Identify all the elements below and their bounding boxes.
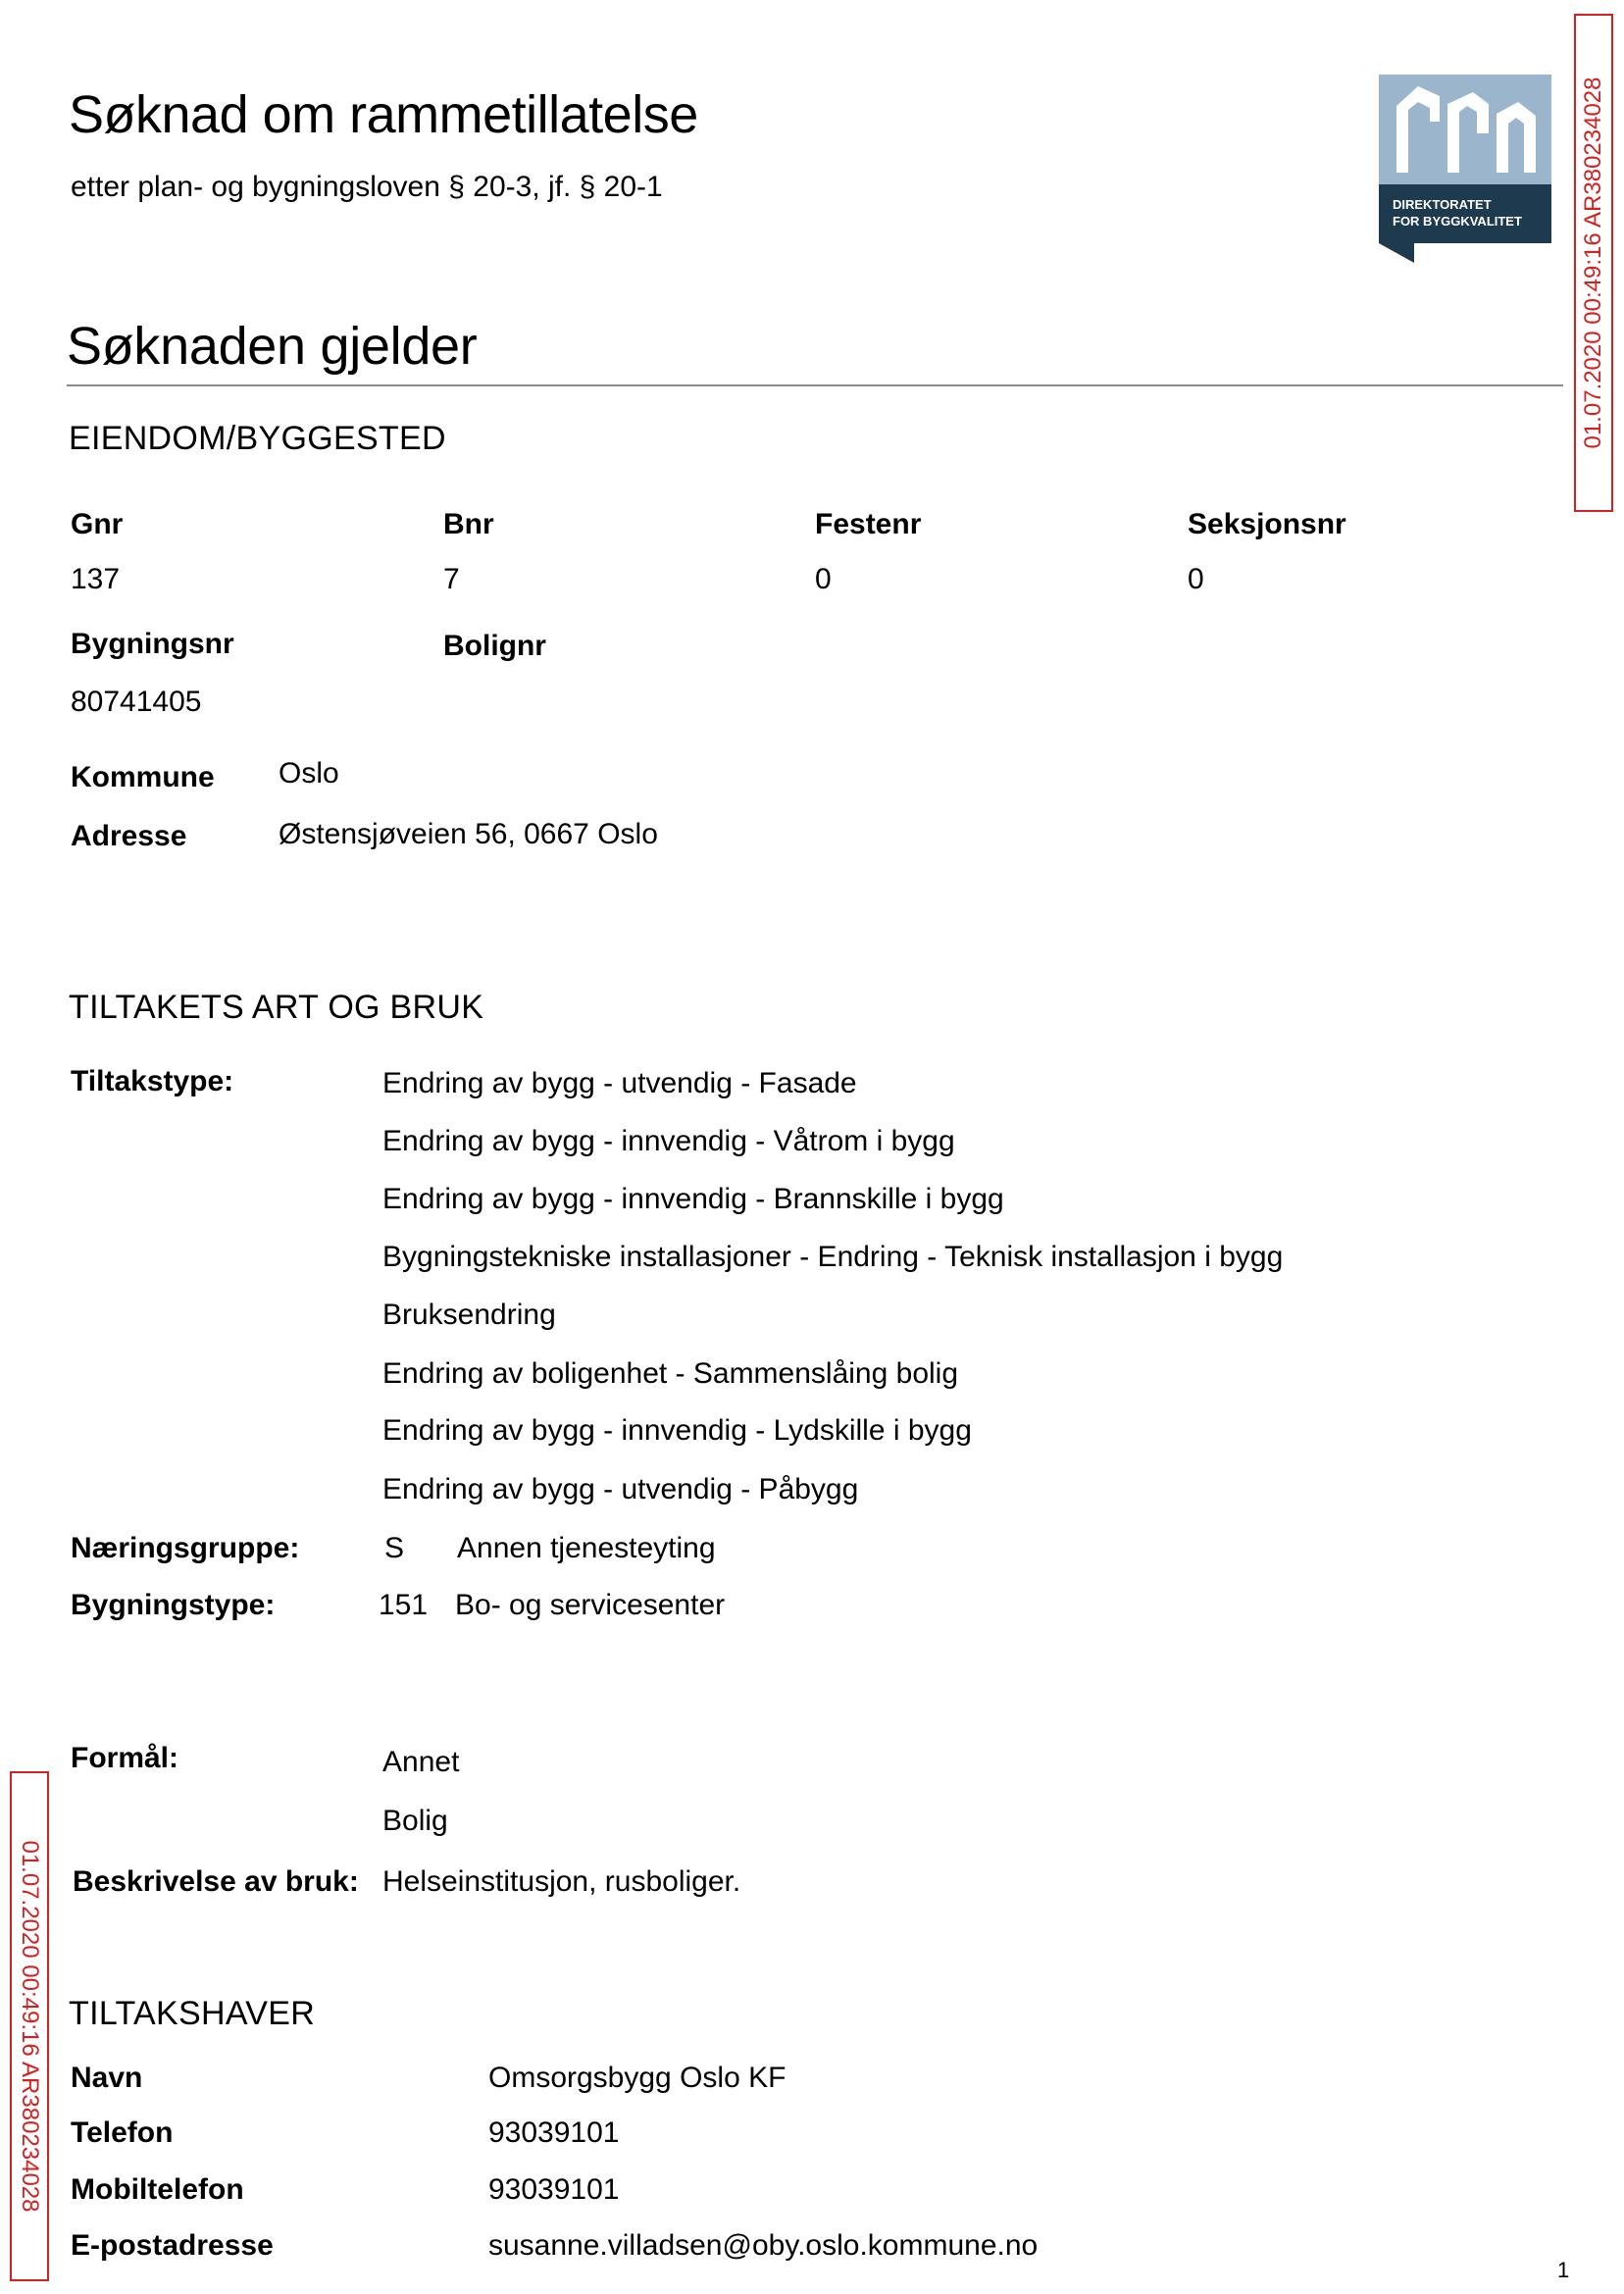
- section-measure: TILTAKETS ART OG BRUK: [69, 989, 484, 1026]
- bygningsnr-label: Bygningsnr: [71, 628, 234, 660]
- bygningsnr-value: 80741405: [71, 686, 202, 718]
- kommune-label: Kommune: [71, 761, 215, 793]
- mobil-value: 93039101: [488, 2173, 620, 2206]
- adresse-value: Østensjøveien 56, 0667 Oslo: [279, 818, 658, 850]
- kommune-value: Oslo: [279, 757, 339, 790]
- gnr-label: Gnr: [71, 508, 124, 540]
- mobil-label: Mobiltelefon: [71, 2173, 244, 2206]
- tiltakstype-item: Endring av bygg - innvendig - Våtrom i bygg: [382, 1125, 955, 1157]
- formaal-label: Formål:: [71, 1742, 179, 1774]
- tiltakstype-label: Tiltakstype:: [71, 1065, 234, 1097]
- formaal-item: Annet: [382, 1746, 460, 1778]
- applies-heading: Søknaden gjelder: [67, 317, 478, 376]
- tiltakstype-item: Endring av bygg - innvendig - Brannskille i bygg: [382, 1183, 1004, 1215]
- beskrivelse-value: Helseinstitusjon, rusboliger.: [382, 1865, 741, 1898]
- page-number: 1: [1557, 2258, 1570, 2282]
- tiltakstype-item: Endring av bygg - utvendig - Fasade: [382, 1067, 857, 1099]
- epost-value: susanne.villadsen@oby.oslo.kommune.no: [488, 2229, 1039, 2262]
- telefon-value: 93039101: [488, 2116, 620, 2149]
- section-owner: TILTAKSHAVER: [69, 1995, 316, 2032]
- epost-label: E-postadresse: [71, 2229, 274, 2262]
- stamp-text: 01.07.2020 00:49:16 AR380234028: [1580, 76, 1606, 449]
- festenr-value: 0: [815, 563, 832, 595]
- dibk-logo: [1379, 75, 1551, 263]
- bnr-value: 7: [443, 563, 460, 595]
- logo-text-line1: DIREKTORATET: [1393, 197, 1492, 212]
- document-title: Søknad om rammetillatelse: [69, 85, 698, 144]
- naeringsgruppe-label: Næringsgruppe:: [71, 1532, 300, 1564]
- receipt-stamp-right: [1574, 14, 1613, 512]
- bnr-label: Bnr: [443, 508, 494, 540]
- seksjonsnr-value: 0: [1188, 563, 1204, 595]
- logo-text-line2: FOR BYGGKVALITET: [1393, 214, 1522, 229]
- bygningstype-label: Bygningstype:: [71, 1589, 276, 1621]
- heading-divider: [67, 384, 1563, 386]
- receipt-stamp-left: [10, 1771, 49, 2281]
- festenr-label: Festenr: [815, 508, 922, 540]
- dibk-logo-graphic: [1379, 75, 1551, 263]
- formaal-item: Bolig: [382, 1805, 448, 1837]
- tiltakstype-item: Endring av bygg - innvendig - Lydskille i bygg: [382, 1414, 972, 1447]
- bygningstype-name: Bo- og servicesenter: [455, 1589, 726, 1621]
- tiltakstype-item: Endring av bygg - utvendig - Påbygg: [382, 1473, 859, 1505]
- naeringsgruppe-code: S: [384, 1532, 405, 1564]
- navn-value: Omsorgsbygg Oslo KF: [488, 2062, 787, 2094]
- beskrivelse-label: Beskrivelse av bruk:: [73, 1865, 359, 1898]
- document-subtitle: etter plan- og bygningsloven § 20-3, jf. § 20-1: [71, 171, 663, 203]
- section-property: EIENDOM/BYGGESTED: [69, 420, 446, 457]
- seksjonsnr-label: Seksjonsnr: [1188, 508, 1346, 540]
- tiltakstype-item: Endring av boligenhet - Sammenslåing bolig: [382, 1357, 959, 1390]
- naeringsgruppe-name: Annen tjenesteyting: [457, 1532, 716, 1564]
- navn-label: Navn: [71, 2062, 143, 2094]
- bygningstype-code: 151: [379, 1589, 429, 1621]
- telefon-label: Telefon: [71, 2116, 174, 2149]
- bolignr-label: Bolignr: [443, 630, 546, 662]
- gnr-value: 137: [71, 563, 121, 595]
- stamp-text: 01.07.2020 00:49:16 AR380234028: [17, 1840, 43, 2213]
- adresse-label: Adresse: [71, 820, 187, 852]
- tiltakstype-item: Bruksendring: [382, 1299, 556, 1331]
- tiltakstype-item: Bygningstekniske installasjoner - Endring - Teknisk installasjon i bygg: [382, 1241, 1284, 1273]
